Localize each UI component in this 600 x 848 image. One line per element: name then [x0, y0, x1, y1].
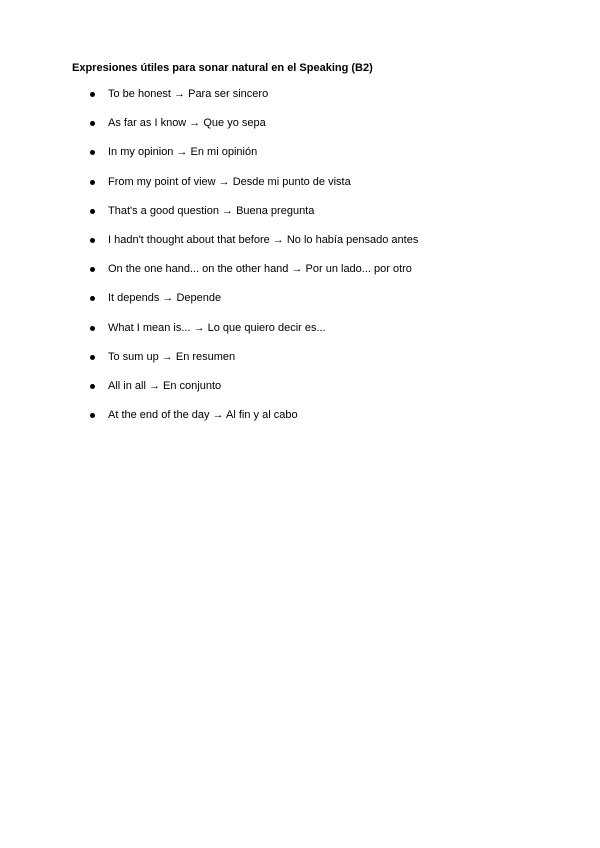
- bullet-icon: [90, 238, 95, 243]
- bullet-icon: [90, 355, 95, 360]
- phrase-text: All in all → En conjunto: [108, 379, 222, 392]
- phrase-text: It depends → Depende: [108, 292, 222, 305]
- list-item: [0, 408, 600, 437]
- bullet-icon: [90, 209, 95, 214]
- phrase-text: From my point of view → Desde mi punto de vista: [108, 175, 351, 188]
- bullet-icon: [90, 267, 95, 272]
- phrase-text: In my opinion → En mi opinión: [108, 146, 258, 159]
- bullet-icon: [90, 384, 95, 389]
- bullet-icon: [90, 326, 95, 331]
- list-item: [0, 233, 600, 262]
- list-item: [0, 350, 600, 379]
- list-item: [0, 379, 600, 408]
- phrase-text: As far as I know → Que yo sepa: [108, 117, 266, 130]
- bullet-icon: [90, 296, 95, 301]
- list-item: [0, 321, 600, 350]
- bullet-icon: [90, 121, 95, 126]
- list-item: [0, 262, 600, 291]
- phrase-text: At the end of the day → Al fin y al cabo: [108, 409, 298, 422]
- phrase-text: What I mean is... → Lo que quiero decir es...: [108, 321, 326, 334]
- phrase-list: [0, 87, 600, 437]
- list-item: [0, 291, 600, 320]
- bullet-icon: [90, 150, 95, 155]
- list-item: [0, 116, 600, 145]
- phrase-text: I hadn't thought about that before → No lo había pensado antes: [108, 233, 419, 246]
- phrase-text: That's a good question → Buena pregunta: [108, 204, 315, 217]
- document-title: Expresiones útiles para sonar natural en el Speaking (B2): [72, 62, 373, 74]
- list-item: [0, 175, 600, 204]
- list-item: [0, 204, 600, 233]
- phrase-text: To sum up → En resumen: [108, 350, 236, 363]
- phrase-text: To be honest → Para ser sincero: [108, 88, 269, 100]
- bullet-icon: [90, 180, 95, 185]
- list-item: [0, 87, 600, 116]
- bullet-icon: [90, 413, 95, 418]
- bullet-icon: [90, 92, 95, 97]
- phrase-text: On the one hand... on the other hand → Por un lado... por otro: [108, 263, 412, 276]
- list-item: [0, 145, 600, 174]
